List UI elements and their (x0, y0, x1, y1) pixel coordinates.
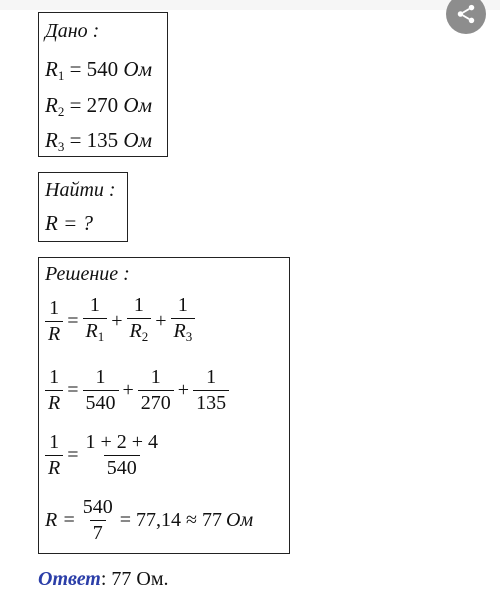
find-heading: Найти : (45, 179, 116, 201)
given-r2: $R_2 = 270$ Ом (45, 93, 152, 119)
equation-3: $\frac{1}{R}$ = $\frac{1 + 2 + 4}{540}$ (45, 430, 161, 481)
find-line: R = ? (45, 211, 93, 235)
answer-text: : 77 Ом. (100, 568, 169, 590)
equation-4: R = $\frac{540}{7}$ = 77,14 ≈ 77 Ом (45, 496, 254, 544)
given-r1: $R_1 = 540$ Ом (45, 57, 152, 83)
answer-label: Ответ (38, 568, 101, 590)
share-button[interactable] (446, 0, 486, 34)
share-icon (455, 3, 477, 25)
given-box (38, 12, 168, 157)
equation-1: $\frac{1}{R}$ = $\frac{1}{R_1}$ + $\frac{1}{R_2}$ + $\frac{1}{R_3}$ (45, 293, 195, 349)
equation-2: $\frac{1}{R}$ = $\frac{1}{540}$ + $\frac{1}{270}$ + $\frac{1}{135}$ (45, 365, 229, 416)
given-r3: $R_3 = 135$ Ом (45, 128, 152, 154)
given-heading: Дано : (45, 20, 100, 42)
find-box (38, 172, 128, 242)
solution-box (38, 257, 290, 554)
top-strip (0, 0, 500, 10)
solution-heading: Решение : (45, 263, 130, 285)
answer-line (38, 568, 169, 591)
